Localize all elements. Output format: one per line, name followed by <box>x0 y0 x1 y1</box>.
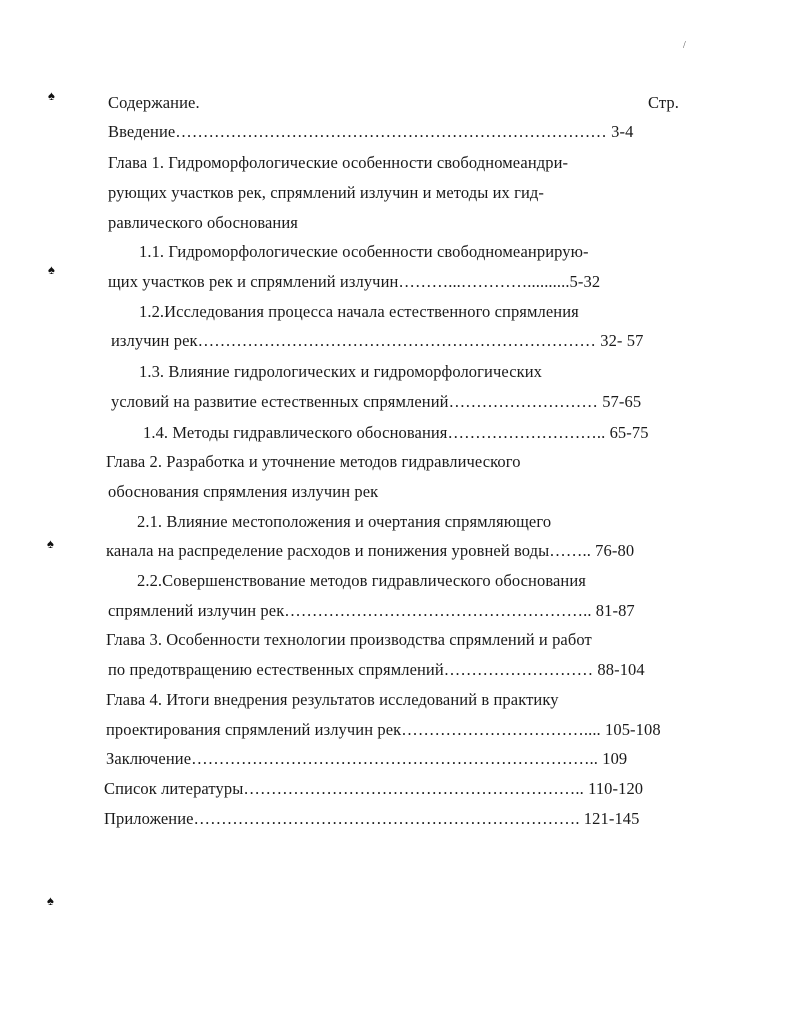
toc-chapter-4-line-2: проектирования спрямлений излучин рек…………………………….... 105-108 <box>106 720 661 739</box>
toc-chapter-4-line-1: Глава 4. Итоги внедрения результатов исследований в практику <box>106 690 559 709</box>
corner-tick-mark: / <box>683 40 686 51</box>
toc-section-1-3-line-1: 1.3. Влияние гидрологических и гидроморфологических <box>139 362 543 381</box>
toc-section-1-1-line-1: 1.1. Гидроморфологические особенности свободномеанрирую- <box>139 242 589 261</box>
toc-chapter-1-line-2: рующих участков рек, спрямлений излучин и методы их гид- <box>108 183 545 202</box>
toc-chapter-2-line-2: обоснования спрямления излучин рек <box>108 482 379 501</box>
toc-header-page-column: Стр. <box>648 93 679 112</box>
toc-section-1-3-line-2: условий на развитие естественных спрямлений……………………… 57-65 <box>111 392 642 411</box>
toc-section-1-2-line-1: 1.2.Исследования процесса начала естественного спрямления <box>139 302 579 321</box>
toc-header-title: Содержание. <box>108 93 200 112</box>
toc-section-2-2-line-2: спрямлений излучин рек……………………………………………….. 81-87 <box>108 601 635 620</box>
binder-hole-mark-4: ♠ <box>47 893 54 908</box>
toc-chapter-3-line-1: Глава 3. Особенности технологии производства спрямлений и работ <box>106 630 592 649</box>
toc-chapter-2-line-1: Глава 2. Разработка и уточнение методов гидравлического <box>106 452 521 471</box>
toc-entry-references: Список литературы…………………………………………………….. 110-120 <box>104 779 644 798</box>
toc-section-1-1-line-2: щих участков рек и спрямлений излучин………...…………..........5-32 <box>108 272 601 291</box>
toc-chapter-3-line-2: по предотвращению естественных спрямлений……………………… 88-104 <box>108 660 645 679</box>
toc-section-2-1-line-2: канала на распределение расходов и понижения уровней воды…….. 76-80 <box>106 541 635 560</box>
toc-chapter-1-line-3: равлического обоснования <box>108 213 298 232</box>
toc-section-1-2-line-2: излучин рек……………………………………………………………… 32- 57 <box>111 331 644 350</box>
binder-hole-mark-1: ♠ <box>48 88 55 103</box>
toc-entry-appendix: Приложение……………………………………………………………. 121-145 <box>104 809 640 828</box>
toc-chapter-1-line-1: Глава 1. Гидроморфологические особенности свободномеандри- <box>108 153 569 172</box>
toc-section-2-2-line-1: 2.2.Совершенствование методов гидравлического обоснования <box>137 571 586 590</box>
toc-section-2-1-line-1: 2.1. Влияние местоположения и очертания спрямляющего <box>137 512 552 531</box>
binder-hole-mark-2: ♠ <box>48 262 55 277</box>
toc-section-1-4: 1.4. Методы гидравлического обоснования……………………….. 65-75 <box>143 423 649 442</box>
toc-entry-intro: Введение…………………………………………………………………… 3-4 <box>108 122 634 141</box>
toc-entry-conclusion: Заключение……………………………………………………………….. 109 <box>106 749 628 768</box>
binder-hole-mark-3: ♠ <box>47 536 54 551</box>
